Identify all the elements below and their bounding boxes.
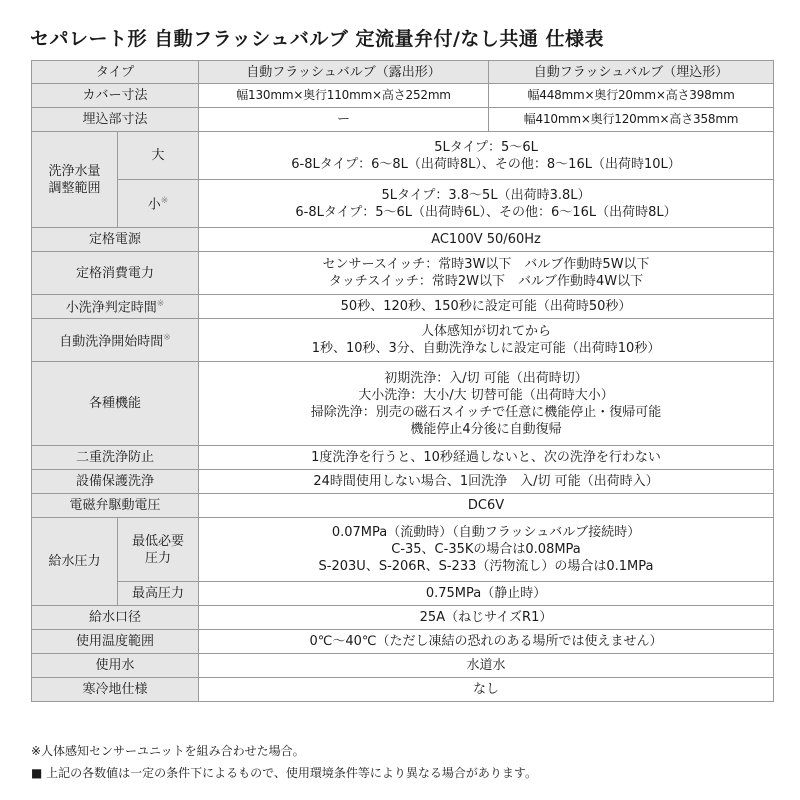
row-water <box>32 654 774 678</box>
row-auto-start <box>32 319 774 362</box>
pressure-label: 給水圧力 <box>32 518 118 606</box>
inlet-value: 25A（ねじサイズR1） <box>199 606 774 630</box>
small-judge-value: 50秒、120秒、150秒に設定可能（出荷時50秒） <box>199 295 774 319</box>
functions-label: 各種機能 <box>32 362 199 446</box>
note-mark: ※ <box>160 196 169 207</box>
footnotes <box>31 740 537 784</box>
temperature-value: 0℃～40℃（ただし凍結の恐れのある場所では使えません） <box>199 630 774 654</box>
volume-small-label: 小※ <box>118 180 199 228</box>
footnote-disclaimer: ■ 上記の各数値は一定の条件下によるもので、使用環境条件等により異なる場合があります。 <box>31 766 537 780</box>
row-temperature <box>32 630 774 654</box>
volume-large-value: 5Lタイプ：5～6L 6-8Lタイプ：6～8L（出荷時8L）、その他：8～16L（出荷時10L） <box>199 132 774 180</box>
water-value: 水道水 <box>199 654 774 678</box>
voltage-label: 電磁弁駆動電圧 <box>32 494 199 518</box>
row-cold <box>32 678 774 702</box>
power-value: AC100V 50/60Hz <box>199 228 774 252</box>
page-title: セパレート形 自動フラッシュバルブ 定流量弁付/なし共通 仕様表 <box>30 28 605 50</box>
row-double <box>32 446 774 470</box>
row-functions <box>32 362 774 446</box>
volume-large-label: 大 <box>118 132 199 180</box>
row-small-judge <box>32 295 774 319</box>
cover-exposed: 幅130mm×奥行110mm×高さ252mm <box>199 84 489 108</box>
note-mark: ※ <box>163 332 171 343</box>
voltage-value: DC6V <box>199 494 774 518</box>
cover-embedded: 幅448mm×奥行20mm×高さ398mm <box>489 84 774 108</box>
row-voltage <box>32 494 774 518</box>
functions-value: 初期洗浄：入/切 可能（出荷時切） 大小洗浄：大小/大 切替可能（出荷時大小） 掃除洗浄：別売の磁石スイッチで任意に機能停止・復帰可能 機能停止4分後に自動復帰 <box>199 362 774 446</box>
row-volume-large <box>32 132 774 180</box>
cover-label: カバー寸法 <box>32 84 199 108</box>
water-label: 使用水 <box>32 654 199 678</box>
pressure-min-value: 0.07MPa（流動時）（自動フラッシュバルブ接続時） C-35、C-35Kの場合は0.08MPa S-203U、S-206R、S-233（汚物流し）の場合は0.1MPa <box>199 518 774 582</box>
cold-label: 寒冷地仕様 <box>32 678 199 702</box>
row-volume-small <box>32 180 774 228</box>
type-label: タイプ <box>32 61 199 84</box>
embed-label: 埋込部寸法 <box>32 108 199 132</box>
auto-start-label: 自動洗浄開始時間※ <box>32 319 199 362</box>
row-inlet <box>32 606 774 630</box>
temperature-label: 使用温度範囲 <box>32 630 199 654</box>
type-embedded: 自動フラッシュバルブ（埋込形） <box>489 61 774 84</box>
pressure-max-label: 最高圧力 <box>118 582 199 606</box>
footnote-sensor: ※人体感知センサーユニットを組み合わせた場合。 <box>31 744 305 758</box>
pressure-max-value: 0.75MPa（静止時） <box>199 582 774 606</box>
power-label: 定格電源 <box>32 228 199 252</box>
row-type <box>32 61 774 84</box>
pressure-min-label: 最低必要 圧力 <box>118 518 199 582</box>
row-pressure-min <box>32 518 774 582</box>
auto-start-value: 人体感知が切れてから 1秒、10秒、3分、自動洗浄なしに設定可能（出荷時10秒） <box>199 319 774 362</box>
consumption-value: センサースイッチ：常時3W以下 バルブ作動時5W以下 タッチスイッチ：常時2W以下 バルブ作動時4W以下 <box>199 252 774 295</box>
note-mark: ※ <box>156 299 165 310</box>
volume-label: 洗浄水量 調整範囲 <box>32 132 118 228</box>
protect-label: 設備保護洗浄 <box>32 470 199 494</box>
double-value: 1度洗浄を行うと、10秒経過しないと、次の洗浄を行わない <box>199 446 774 470</box>
volume-small-value: 5Lタイプ：3.8～5L（出荷時3.8L） 6-8Lタイプ：5～6L（出荷時6L）、その他：6～16L（出荷時8L） <box>199 180 774 228</box>
row-cover <box>32 84 774 108</box>
double-label: 二重洗浄防止 <box>32 446 199 470</box>
consumption-label: 定格消費電力 <box>32 252 199 295</box>
spec-table <box>31 60 774 702</box>
row-protect <box>32 470 774 494</box>
row-embed <box>32 108 774 132</box>
row-consumption <box>32 252 774 295</box>
inlet-label: 給水口径 <box>32 606 199 630</box>
cold-value: なし <box>199 678 774 702</box>
protect-value: 24時間使用しない場合、1回洗浄 入/切 可能（出荷時入） <box>199 470 774 494</box>
type-exposed: 自動フラッシュバルブ（露出形） <box>199 61 489 84</box>
small-judge-label: 小洗浄判定時間※ <box>32 295 199 319</box>
embed-embedded: 幅410mm×奥行120mm×高さ358mm <box>489 108 774 132</box>
row-pressure-max <box>32 582 774 606</box>
embed-exposed: ー <box>199 108 489 132</box>
row-power <box>32 228 774 252</box>
